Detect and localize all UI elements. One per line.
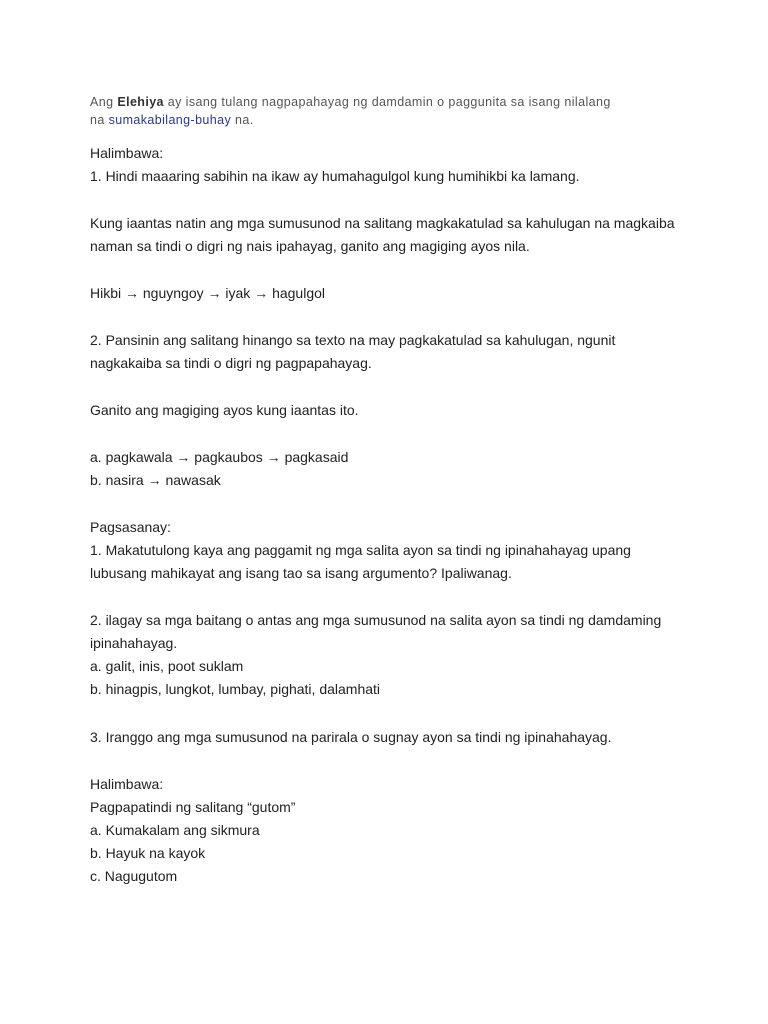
example-option-a: a. Kumakalam ang sikmura [90, 822, 260, 838]
example-item-1: 1. Hindi maaaring sabihin na ikaw ay humahagulgol kung humihikbi ka lamang. [90, 168, 580, 184]
exercise-item-2: 2. ilagay sa mga baitang o antas ang mga sumusunod na salita ayon sa tindi ng damdaming [90, 612, 662, 628]
intro-prefix: Ang [90, 95, 118, 109]
intro-link[interactable]: sumakabilang-buhay [108, 113, 232, 127]
exercise-item-1: 1. Makatutulong kaya ang paggamit ng mga salita ayon sa tindi ng ipinahahayag upang [90, 542, 631, 558]
intro-line2-suffix: na. [231, 113, 254, 127]
example-subheading: Pagpapatindi ng salitang “gutom” [90, 799, 296, 815]
example-heading-2: Halimbawa: [90, 776, 164, 792]
paragraph-line: naman sa tindi o digri ng nais ipahayag, ganito ang magiging ayos nila. [90, 238, 530, 254]
paragraph-line: nagkakaiba sa tindi o digri ng pagpapahayag. [90, 355, 372, 371]
example-option-c: c. Nagugutom [90, 868, 178, 884]
ranking-item-b: b. nasira → nawasak [90, 472, 221, 488]
exercise-item-2b: b. hinagpis, lungkot, lumbay, pighati, dalamhati [90, 681, 381, 697]
example-option-b: b. Hayuk na kayok [90, 845, 206, 861]
ranking-item-a: a. pagkawala → pagkaubos → pagkasaid [90, 449, 349, 465]
intro-paragraph [90, 93, 690, 129]
example-heading: Halimbawa: [90, 145, 164, 161]
exercise-item-2a: a. galit, inis, poot suklam [90, 658, 244, 674]
intro-line2-prefix: na [90, 113, 109, 127]
paragraph-line: Kung iaantas natin ang mga sumusunod na salitang magkakatulad sa kahulugan na magkaiba [90, 215, 675, 231]
intro-bold-term: Elehiya [117, 95, 164, 109]
paragraph-line: Ganito ang magiging ayos kung iaantas ito. [90, 402, 359, 418]
intro-middle: ay isang tulang nagpapahayag ng damdamin o paggunita sa isang nilalang [163, 95, 611, 109]
paragraph-line: 2. Pansinin ang salitang hinango sa texto na may pagkakatulad sa kahulugan, ngunit [90, 332, 616, 348]
exercise-item-3: 3. Iranggo ang mga sumusunod na parirala o sugnay ayon sa tindi ng ipinahahayag. [90, 729, 612, 745]
exercise-item-2-cont: ipinahahayag. [90, 635, 178, 651]
exercise-item-1-cont: lubusang mahikayat ang isang tao sa isang argumento? Ipaliwanag. [90, 565, 512, 581]
exercise-heading: Pagsasanay: [90, 519, 171, 535]
ranking-sequence: Hikbi → nguyngoy → iyak → hagulgol [90, 285, 326, 301]
